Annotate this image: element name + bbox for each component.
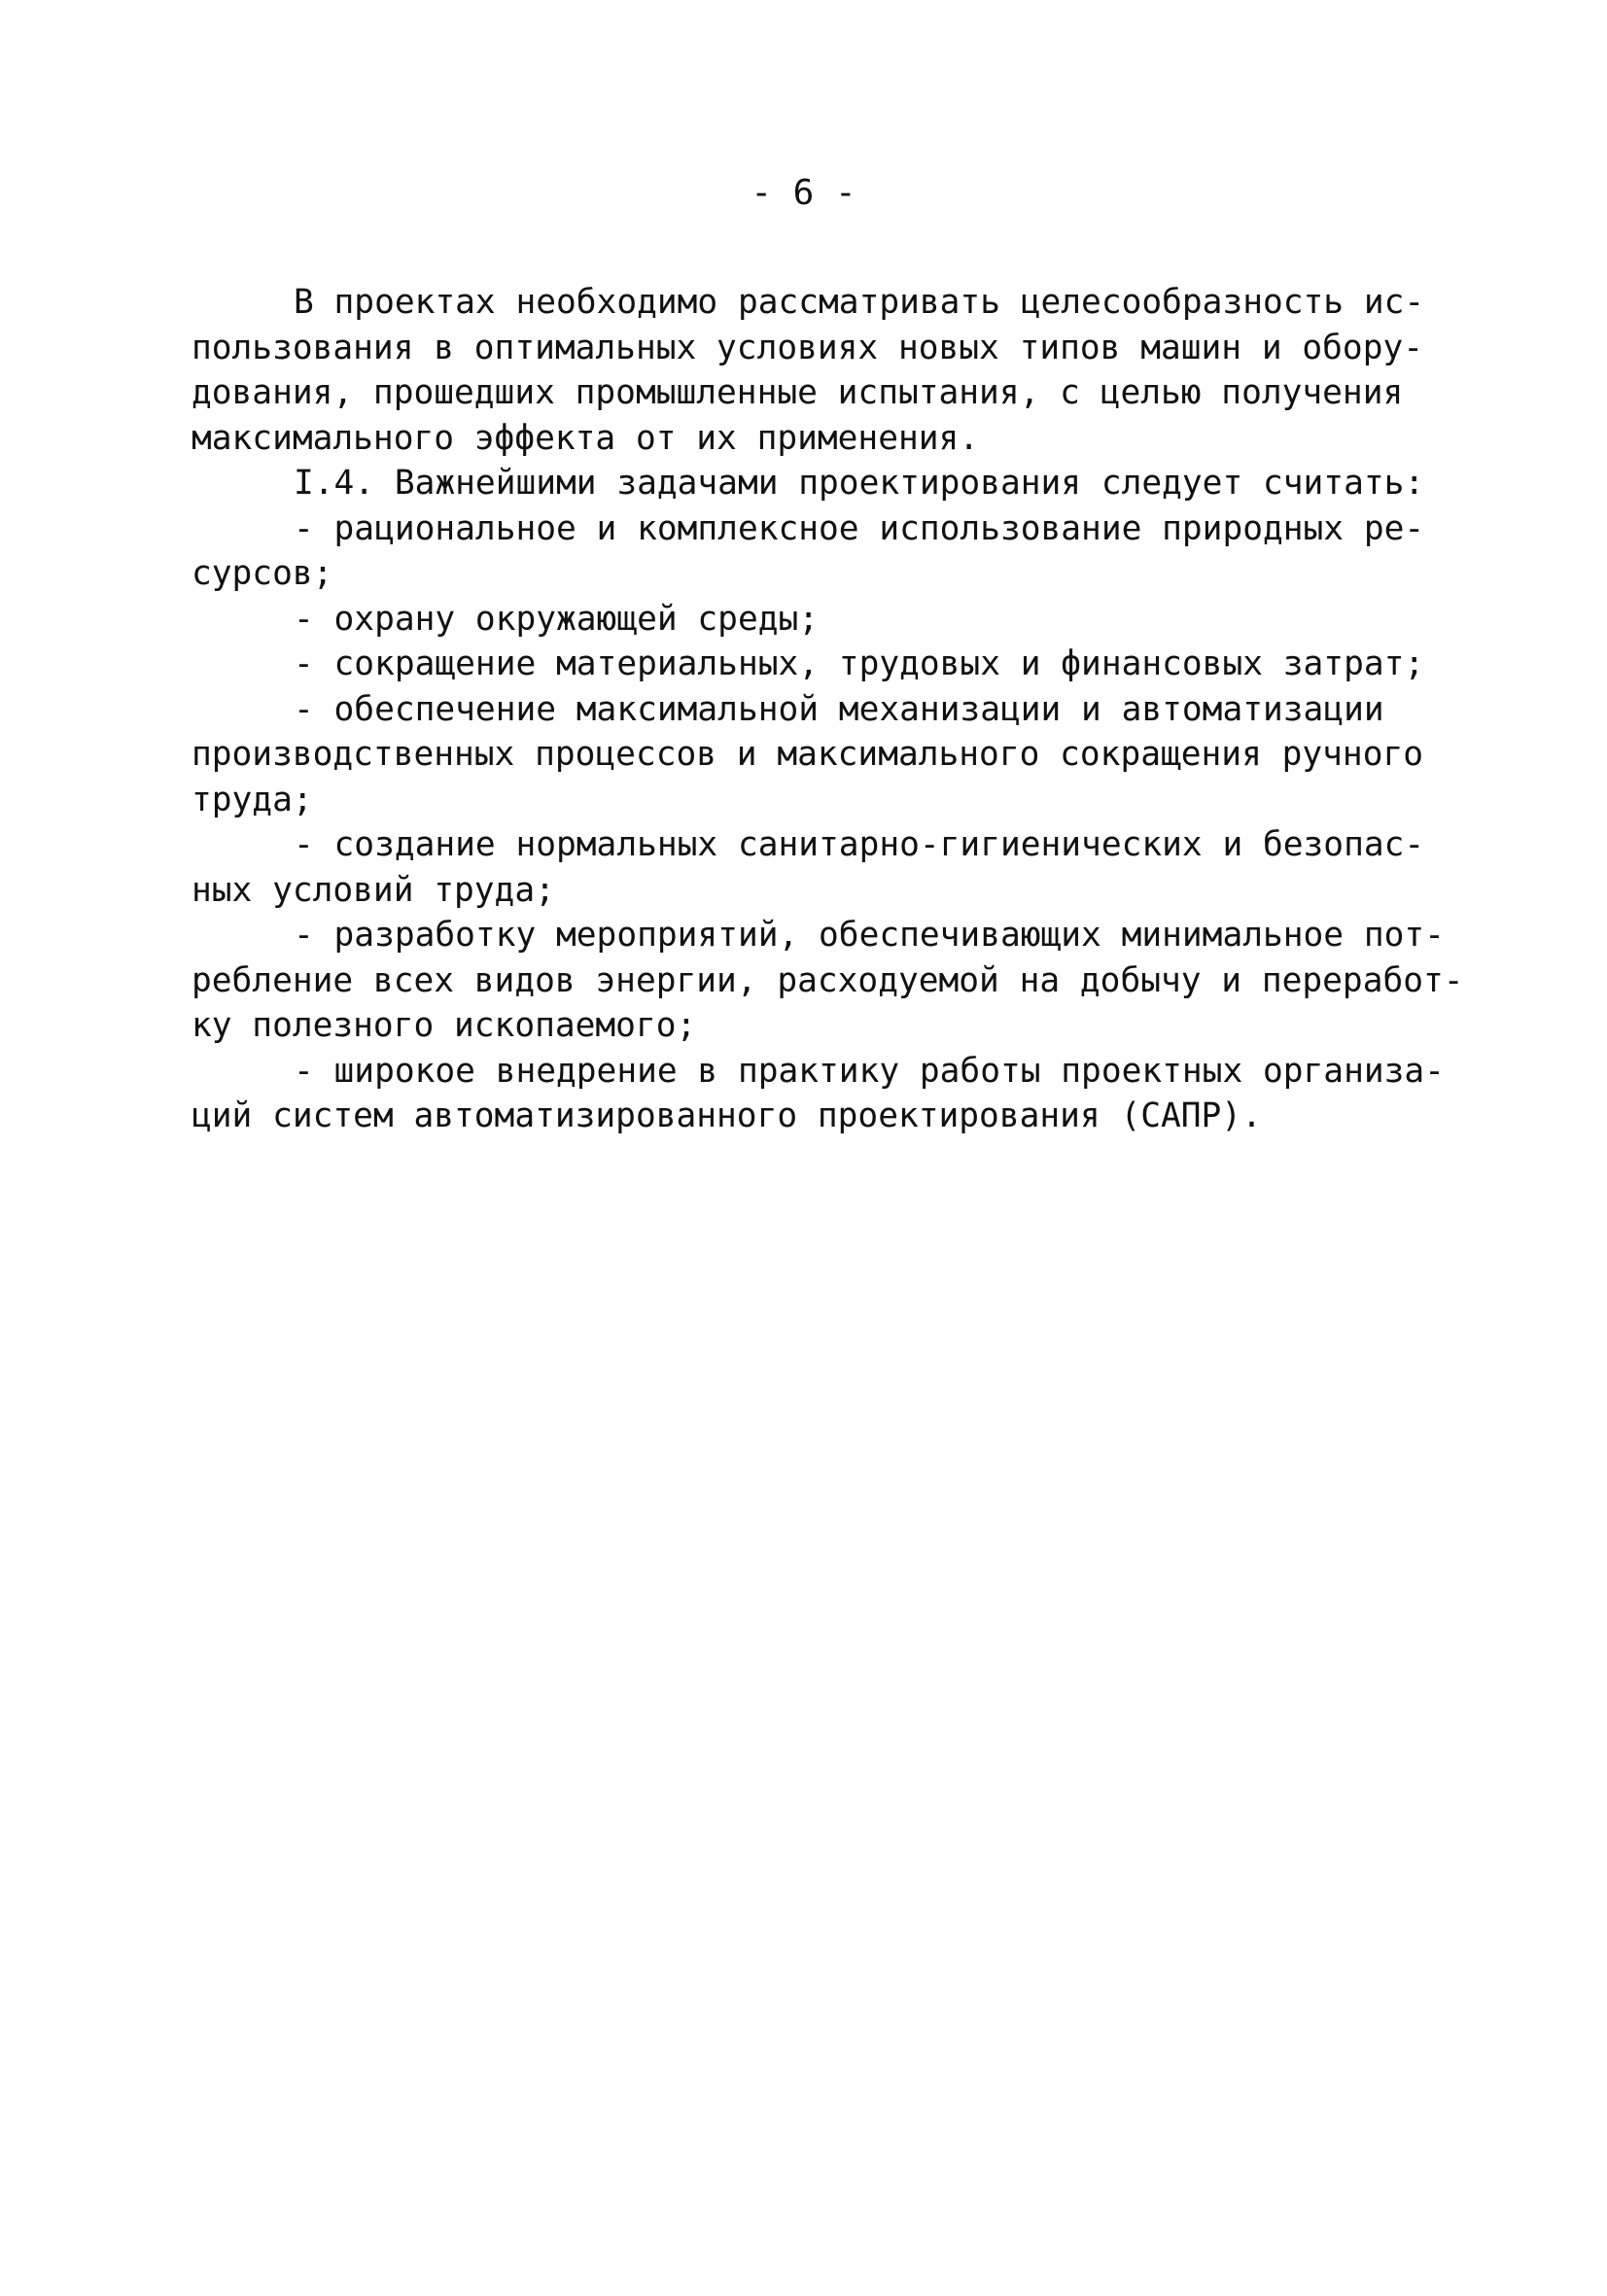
list-item-line: - разработку мероприятий, обеспечивающих минимальное пот- [294, 916, 1445, 955]
text-line: труда; [192, 780, 313, 819]
list-item-line: - широкое внедрение в практику работы проектных организа- [294, 1051, 1445, 1091]
list-item-line: - создание нормальных санитарно-гигиенических и безопас- [294, 825, 1425, 864]
text-line: производственных процессов и максимального сокращения ручного [192, 735, 1424, 774]
text-line: ребление всех видов энергии, расходуемой на добычу и переработ- [192, 960, 1464, 1000]
body-text [192, 280, 1464, 1139]
page-number: - 6 - [751, 173, 856, 213]
list-item-line: - рациональное и комплексное использование природных ре- [294, 508, 1425, 548]
list-item-line: - обеспечение максимальной механизации и автоматизации [294, 689, 1384, 729]
text-line: ку полезного ископаемого; [192, 1006, 697, 1045]
text-line: максимального эффекта от их применения. [192, 418, 980, 458]
text-line: пользования в оптимальных условиях новых типов машин и обору- [192, 328, 1424, 367]
list-item-line: - охрану окружающей среды; [294, 599, 820, 639]
list-item-line: - сокращение материальных, трудовых и финансовых затрат; [294, 644, 1425, 683]
text-line: В проектах необходимо рассматривать целесообразность ис- [294, 283, 1425, 322]
text-line: ций систем автоматизированного проектирования (САПР). [192, 1096, 1262, 1135]
text-line: ных условий труда; [192, 870, 555, 910]
section-heading-line: I.4. Важнейшими задачами проектирования следует считать: [294, 464, 1425, 503]
text-line: дования, прошедших промышленные испытания, с целью получения [192, 373, 1404, 412]
text-line: сурсов; [192, 554, 333, 593]
